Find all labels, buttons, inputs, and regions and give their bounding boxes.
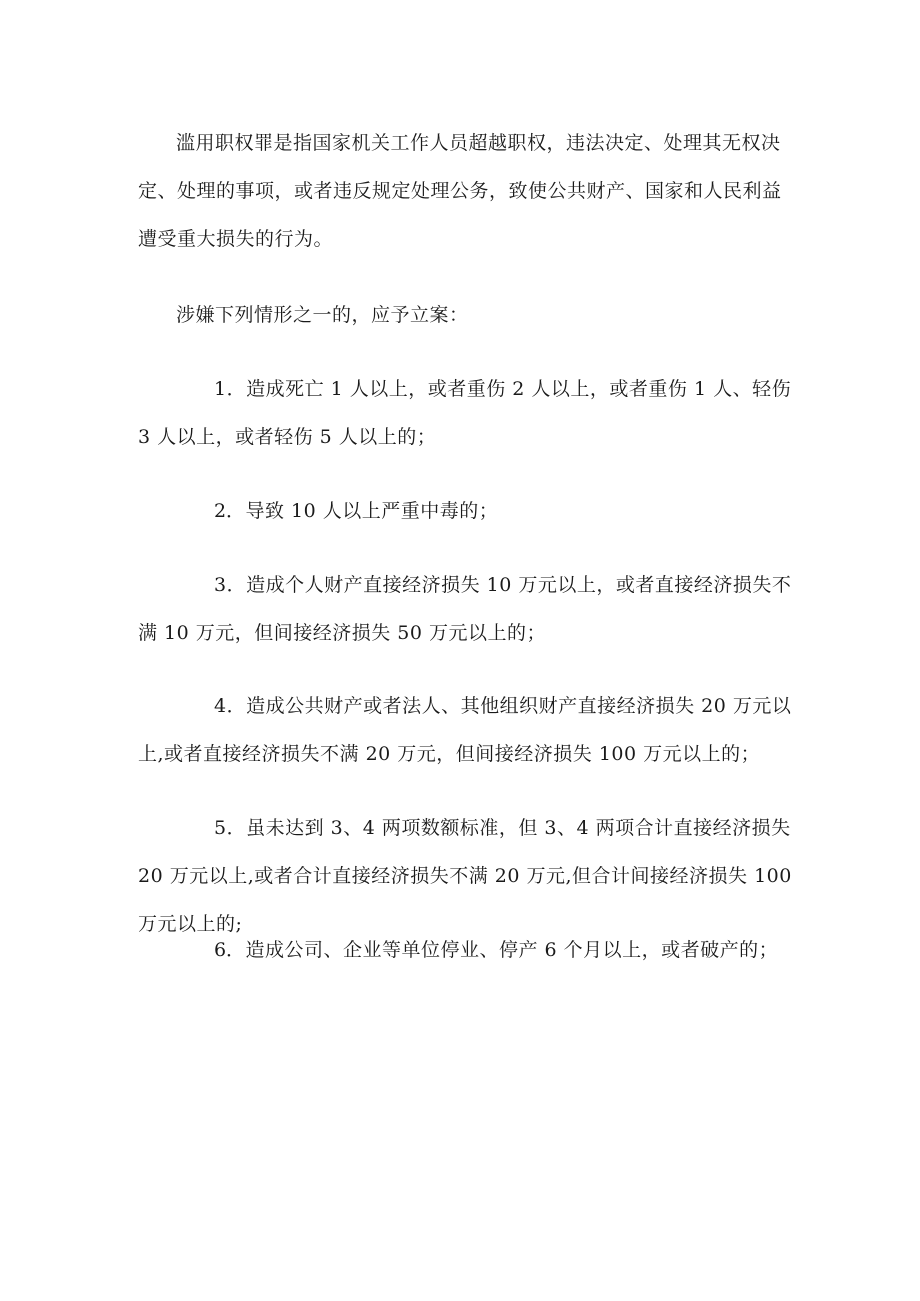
item-number: 3 xyxy=(214,574,227,596)
item-number: 2 xyxy=(214,500,227,522)
list-item-1 xyxy=(138,365,798,461)
item-text: ．造成公司、企业等单位停业、停产 6 个月以上，或者破产的； xyxy=(226,939,779,961)
definition-paragraph: 滥用职权罪是指国家机关工作人员超越职权，违法决定、处理其无权决定、处理的事项，或者违反规定处理公务，致使公共财产、国家和人民利益遭受重大损失的行为。 xyxy=(138,132,782,250)
item-text: ．造成公共财产或者法人、其他组织财产直接经济损失 20 万元以上,或者直接经济损失不满 20 万元，但间接经济损失 100 万元以上的； xyxy=(138,695,792,765)
item-text: ．造成死亡 1 人以上，或者重伤 2 人以上，或者重伤 1 人、轻伤 3 人以上，或者轻伤 5 人以上的； xyxy=(138,378,792,448)
list-item-4 xyxy=(138,682,798,778)
list-item-3 xyxy=(138,561,798,657)
item-number: 6 xyxy=(214,939,227,961)
item-number: 1 xyxy=(214,378,227,400)
list-item-2 xyxy=(138,487,798,535)
item-text: ．虽未达到 3、4 两项数额标准，但 3、4 两项合计直接经济损失 20 万元以上,或者合计直接经济损失不满 20 万元,但合计间接经济损失 100 万元以上的; xyxy=(138,817,792,935)
item-number: 4 xyxy=(214,695,227,717)
item-text: ．造成个人财产直接经济损失 10 万元以上，或者直接经济损失不满 10 万元，但间接经济损失 50 万元以上的； xyxy=(138,574,792,644)
intro-paragraph: 涉嫌下列情形之一的，应予立案： xyxy=(176,304,469,326)
item-text: ．导致 10 人以上严重中毒的； xyxy=(226,500,499,522)
item-number: 5 xyxy=(214,817,227,839)
list-item-6 xyxy=(138,926,798,974)
